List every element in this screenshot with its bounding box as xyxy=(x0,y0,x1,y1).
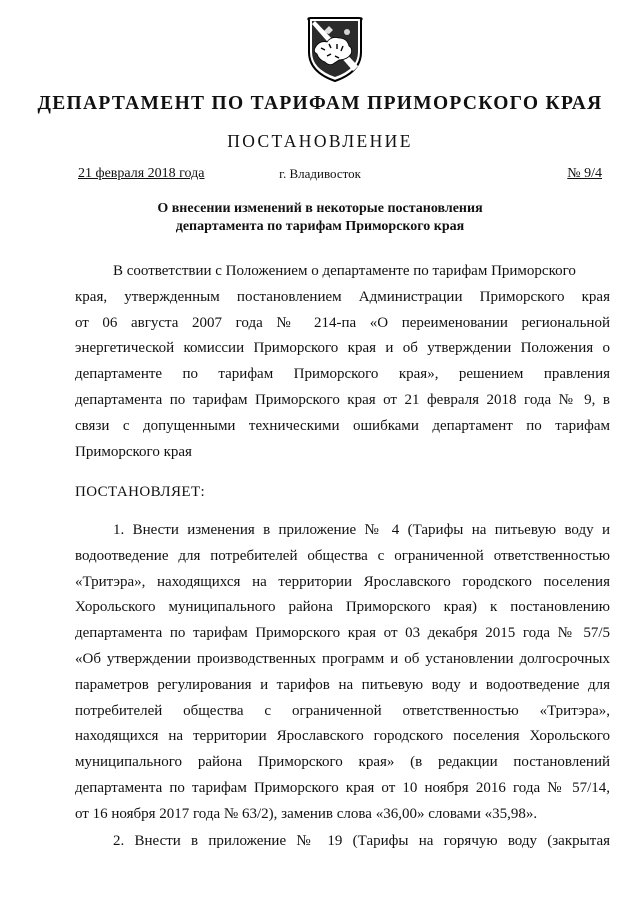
paragraph-line: от 16 ноября 2017 года № 63/2), заменив слова «36,00» словами «35,98». xyxy=(75,805,538,822)
department-title: ДЕПАРТАМЕНТ ПО ТАРИФАМ ПРИМОРСКОГО КРАЯ xyxy=(37,93,603,114)
paragraph-line: департаменте по тарифам Приморского края», решением правления xyxy=(75,366,610,383)
paragraph-line: Хорольского муниципального района Приморского края) к постановлению xyxy=(75,599,610,616)
primorsky-coat-of-arms-icon xyxy=(303,14,367,84)
item-2-paragraph xyxy=(75,829,610,855)
resolves-heading: ПОСТАНОВЛЯЕТ: xyxy=(75,484,206,500)
paragraph-line: края, утвержденным постановлением Администрации Приморского края xyxy=(75,288,610,305)
paragraph-line: департамента по тарифам Приморского края от 21 февраля 2018 года № 9, в xyxy=(75,391,610,408)
paragraph-line: находящихся на территории Ярославского городского поселения Хорольского xyxy=(75,728,610,745)
document-subject xyxy=(0,200,640,236)
paragraph-line: департамента по тарифам Приморского края от 03 декабря 2015 года № 57/5 xyxy=(75,625,610,642)
paragraph-line: муниципального района Приморского края» (в редакции постановлений xyxy=(75,754,610,771)
item-1-paragraph xyxy=(75,518,610,828)
paragraph-line: В соответствии с Положением о департаменте по тарифам Приморского xyxy=(113,263,576,279)
paragraph-line: от 06 августа 2007 года № 214-па «О переименовании региональной xyxy=(75,314,610,331)
subject-line: департамента по тарифам Приморского края xyxy=(175,219,465,234)
paragraph-line: 1. Внести изменения в приложение № 4 (Тарифы на питьевую воду и xyxy=(113,522,610,538)
document-date: 21 февраля 2018 года xyxy=(78,166,205,181)
subject-line: О внесении изменений в некоторые постановления xyxy=(157,201,483,216)
paragraph-line: параметров регулирования и тарифов на питьевую воду и водоотведение для xyxy=(75,676,610,693)
paragraph-line: энергетической комиссии Приморского края и об утверждении Положения о xyxy=(75,340,610,357)
paragraph-line: Приморского края xyxy=(75,443,192,460)
document-city: г. Владивосток xyxy=(279,166,361,181)
paragraph-line: водоотведение для потребителей общества с ограниченной ответственностью xyxy=(75,547,610,564)
paragraph-line: «Об утверждении производственных программ и об установлении долгосрочных xyxy=(75,650,610,667)
paragraph-line: департамента по тарифам Приморского края от 10 ноября 2016 года № 57/14, xyxy=(75,779,610,796)
coat-of-arms-emblem xyxy=(303,14,367,84)
preamble-paragraph xyxy=(75,259,610,465)
document-type: ПОСТАНОВЛЕНИЕ xyxy=(227,131,413,151)
paragraph-line: потребителей общества с ограниченной ответственностью «Тритэра», xyxy=(75,702,610,719)
document-number: № 9/4 xyxy=(567,166,602,181)
paragraph-line: 2. Внести в приложение № 19 (Тарифы на горячую воду (закрытая xyxy=(113,833,610,849)
paragraph-line: связи с допущенными техническими ошибками департамент по тарифам xyxy=(75,417,610,434)
paragraph-line: «Тритэра», находящихся на территории Ярославского городского поселения xyxy=(75,573,610,590)
